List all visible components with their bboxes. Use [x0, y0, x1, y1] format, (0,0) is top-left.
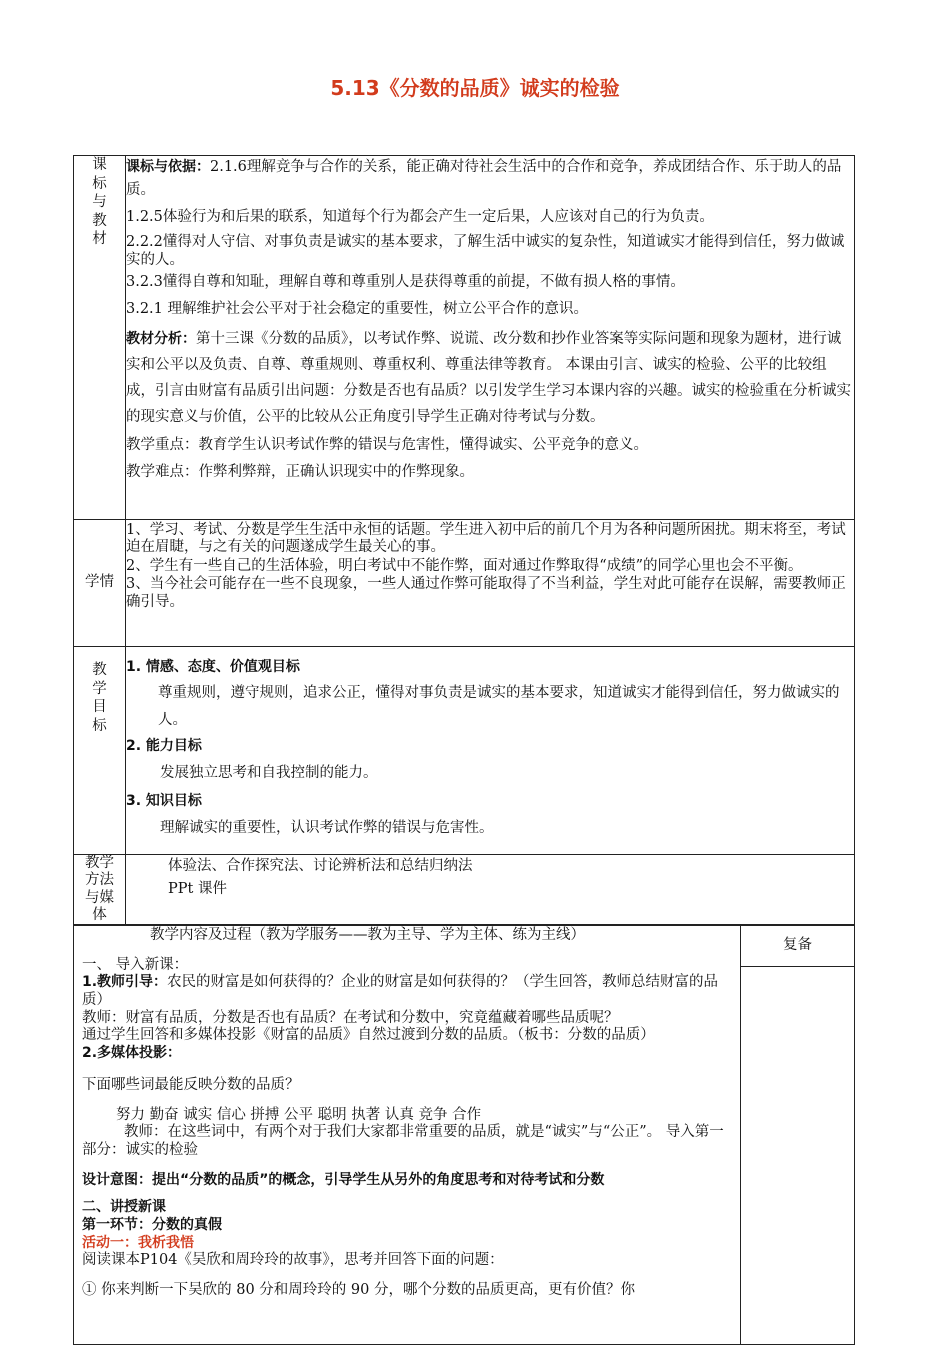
basis-2: 1.2.5体验行为和后果的联系，知道每个行为都会产生一定后果，人应该对自己的行为负责。 — [126, 209, 714, 226]
process-header: 教学内容及过程（教为学服务——教为主导、学为主体、练为主线） — [150, 927, 585, 943]
intro-heading: 一、 导入新课： — [82, 956, 189, 973]
process-header-row — [74, 925, 855, 967]
review-header: 复备 — [741, 925, 855, 967]
basis-3: 2.2.2懂得对人守信、对事负责是诚实的基本要求，了解生活中诚实的复杂性，知道诚实才能得到信任，努力做诚实的人。 — [126, 234, 845, 268]
row-body-xueqing — [126, 520, 855, 647]
row-body-kebiao — [126, 156, 855, 520]
goal-3-text: 理解诚实的重要性，认识考试作弊的错误与危害性。 — [160, 820, 494, 837]
row-body-mubiao — [126, 647, 855, 855]
basis-4: 3.2.3懂得自尊和知耻，理解自尊和尊重别人是获得尊重的前提，不做有损人格的事情。 — [126, 273, 685, 290]
word-list: 努力 勤奋 诚实 信心 拼搏 公平 聪明 执著 认真 竞争 合作 — [116, 1106, 482, 1123]
read-instruction: 阅读课本P104《吴欣和周玲玲的故事》，思考并回答下面的问题： — [82, 1252, 504, 1269]
teacher-guide: 1.教师引导：农民的财富是如何获得的？企业的财富是如何获得的？（学生回答，教师总结财富的品质） — [82, 974, 719, 1009]
row-xueqing — [74, 520, 855, 647]
teacher-line-3: 通过学生回答和多媒体投影《财富的品质》自然过渡到分数的品质。（板书：分数的品质） — [82, 1027, 655, 1044]
basis-1: 课标与依据：2.1.6理解竞争与合作的关系，能正确对待社会生活中的合作和竞争，养成团结合作、乐于助人的品质。 — [126, 159, 842, 198]
row-body-fangfa — [126, 855, 855, 926]
row-head-kebiao: 课 标 与 教 材 — [74, 156, 126, 520]
design-intent: 设计意图：提出“分数的品质”的概念，引导学生从另外的角度思考和对待考试和分数 — [82, 1171, 605, 1188]
key-point: 教学重点：教育学生认识考试作弊的错误与危害性，懂得诚实、公平竞争的意义。 — [126, 437, 648, 454]
method-text: 体验法、合作探究法、讨论辨析法和总结归纳法 — [168, 858, 473, 874]
row-fangfa — [74, 855, 855, 926]
goal-3-title: 3. 知识目标 — [126, 792, 202, 809]
teacher-line-2: 教师：财富有品质，分数是否也有品质？在考试和分数中，究竟蕴藏着哪些品质呢？ — [82, 1009, 619, 1026]
teach-heading: 二、讲授新课 — [82, 1199, 166, 1216]
xueqing-item-1: 1、学习、考试、分数是学生生活中永恒的话题。学生进入初中后的前几个月为各种问题所困扰。期末将至，考试迫在眉睫，与之有关的问题遂成学生最关心的事。 — [126, 522, 846, 556]
analysis: 教材分析：第十三课《分数的品质》，以考试作弊、说谎、改分数和抄作业答案等实际问题和现象为题材，进行诚实和公平以及负责、自尊、尊重规则、尊重权利、尊重法律等教育。 本课由引言、诚实的检验、公平的比较组成，引言由财富有品质引出问题：分数是否也有品质？以引发学生学习本课内容的兴趣。诚实的检验重在分析诚实的现实意义与价值，公平的比较从公正角度引导学生正确对待考试与分数。 — [126, 330, 851, 426]
teacher-line-4: 教师：在这些词中，有两个对于我们大家都非常重要的品质，就是“诚实”与“公正”。 导入第一部分：诚实的检验 — [82, 1124, 724, 1158]
goal-1-title: 1. 情感、态度、价值观目标 — [126, 659, 300, 675]
media-question: 下面哪些词最能反映分数的品质？ — [82, 1076, 300, 1093]
difficulty: 教学难点：作弊利弊辩，正确认识现实中的作弊现象。 — [126, 464, 474, 481]
row-kebiao — [74, 156, 855, 520]
page-title: 5.13《分数的品质》诚实的检验 — [330, 76, 620, 100]
row-mubiao — [74, 647, 855, 855]
goal-2-text: 发展独立思考和自我控制的能力。 — [160, 765, 378, 782]
analysis-label: 教材分析： — [126, 330, 196, 347]
lesson-plan-table — [73, 155, 855, 926]
section-1-title: 第一环节：分数的真假 — [82, 1216, 222, 1233]
row-head-mubiao: 教 学 目 标 — [74, 647, 126, 855]
xueqing-item-2: 2、学生有一些自己的生活体验，明白考试中不能作弊，面对通过作弊取得“成绩”的同学心里也会不平衡。 — [126, 557, 803, 574]
activity-1-title: 活动一：我析我悟 — [82, 1234, 194, 1251]
process-table — [73, 924, 855, 1345]
teacher-label: 1.教师引导： — [82, 974, 168, 991]
basis-5: 3.2.1 理解维护社会公平对于社会稳定的重要性，树立公平合作的意识。 — [126, 300, 589, 317]
row-head-fangfa: 教学 方法 与媒 体 — [74, 855, 126, 926]
goal-1-text: 尊重规则，遵守规则，追求公正，懂得对事负责是诚实的基本要求，知道诚实才能得到信任，努力做诚实的人。 — [158, 685, 840, 729]
review-cell — [741, 967, 855, 1345]
row-head-xueqing: 学情 — [74, 520, 126, 647]
basis-label: 课标与依据： — [126, 159, 210, 175]
xueqing-item-3: 3、当今社会可能存在一些不良现象，一些人通过作弊可能取得了不当利益，学生对此可能存在误解，需要教师正确引导。 — [126, 576, 846, 610]
process-content — [74, 925, 741, 1345]
media-label: 2.多媒体投影： — [82, 1045, 182, 1062]
media-text: PPt 课件 — [168, 881, 227, 898]
question-1: ① 你来判断一下吴欣的 80 分和周玲玲的 90 分，哪个分数的品质更高，更有价值？你 — [82, 1282, 635, 1298]
goal-2-title: 2. 能力目标 — [126, 738, 202, 754]
